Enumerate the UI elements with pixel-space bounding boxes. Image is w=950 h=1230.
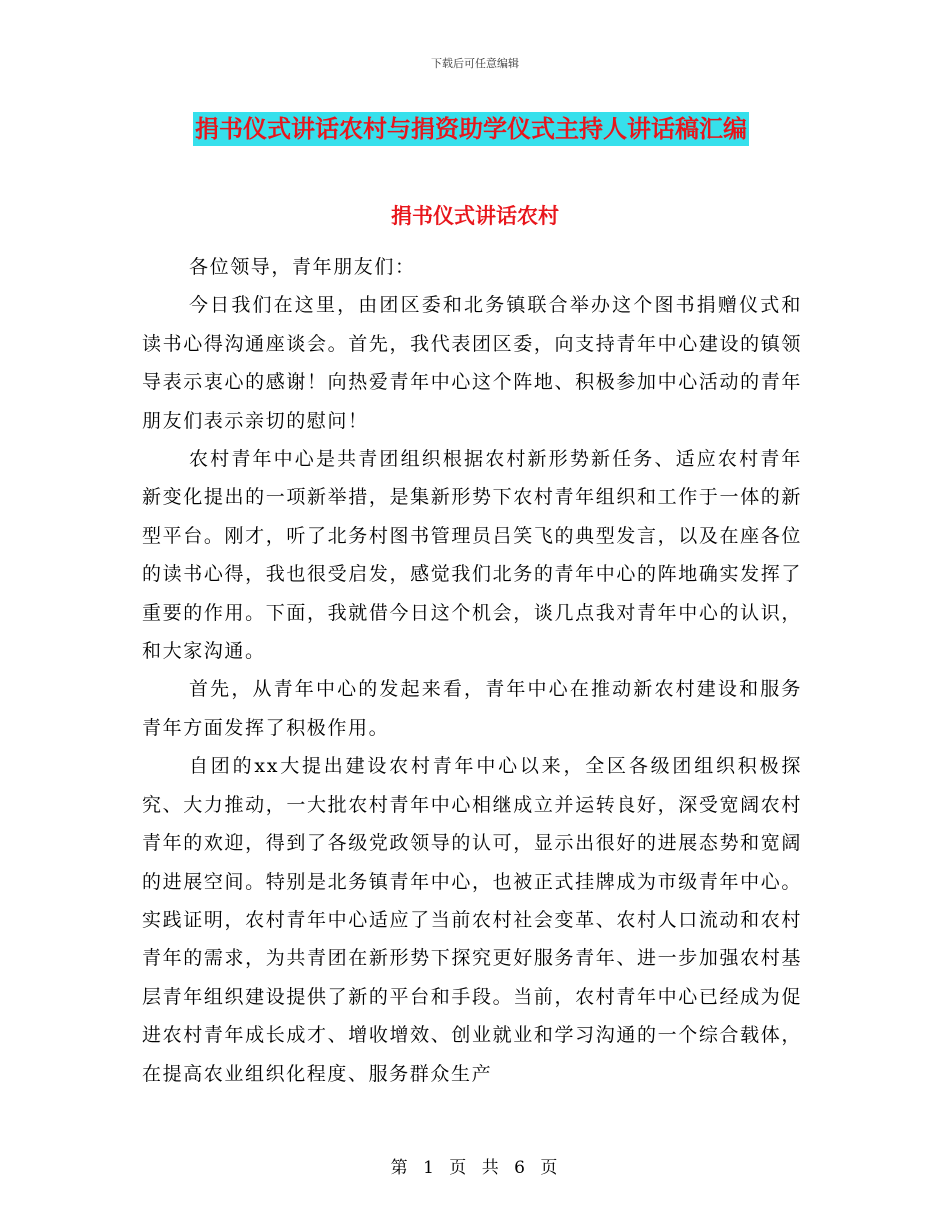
header-note: 下载后可任意编辑 xyxy=(431,57,519,70)
section-title: 捐书仪式讲话农村 xyxy=(391,204,559,228)
body-paragraph: 今日我们在这里，由团区委和北务镇联合举办这个图书捐赠仪式和读书心得沟通座谈会。首先，我代表团区委，向支持青年中心建设的镇领导表示衷心的感谢！向热爱青年中心这个阵地、积极参加中心活动的青年朋友们表示亲切的慰问！ xyxy=(142,294,802,432)
document-body xyxy=(142,248,802,1093)
salutation-paragraph: 各位领导，青年朋友们： xyxy=(189,256,416,278)
body-paragraph: 自团的xx大提出建设农村青年中心以来，全区各级团组织积极探究、大力推动，一大批农村青年中心相继成立并运转良好，深受宽阔农村青年的欢迎，得到了各级党政领导的认可，显示出很好的进展态势和宽阔的进展空间。特别是北务镇青年中心，也被正式挂牌成为市级青年中心。实践证明，农村青年中心适应了当前农村社会变革、农村人口流动和农村青年的需求，为共青团在新形势下探究更好服务青年、进一步加强农村基层青年组织建设提供了新的平台和手段。当前，农村青年中心已经成为促进农村青年成长成才、增收增效、创业就业和学习沟通的一个综合载体，在提高农业组织化程度、服务群众生产 xyxy=(142,755,802,1085)
body-paragraph: 首先，从青年中心的发起来看，青年中心在推动新农村建设和服务青年方面发挥了积极作用。 xyxy=(142,678,802,739)
page-footer: 第 1 页 共 6 页 xyxy=(390,1158,560,1178)
document-title: 捐书仪式讲话农村与捐资助学仪式主持人讲话稿汇编 xyxy=(193,112,749,146)
body-paragraph: 农村青年中心是共青团组织根据农村新形势新任务、适应农村青年新变化提出的一项新举措，是集新形势下农村青年组织和工作于一体的新型平台。刚才，听了北务村图书管理员吕笑飞的典型发言，以及在座各位的读书心得，我也很受启发，感觉我们北务的青年中心的阵地确实发挥了重要的作用。下面，我就借今日这个机会，谈几点我对青年中心的认识，和大家沟通。 xyxy=(142,448,802,663)
